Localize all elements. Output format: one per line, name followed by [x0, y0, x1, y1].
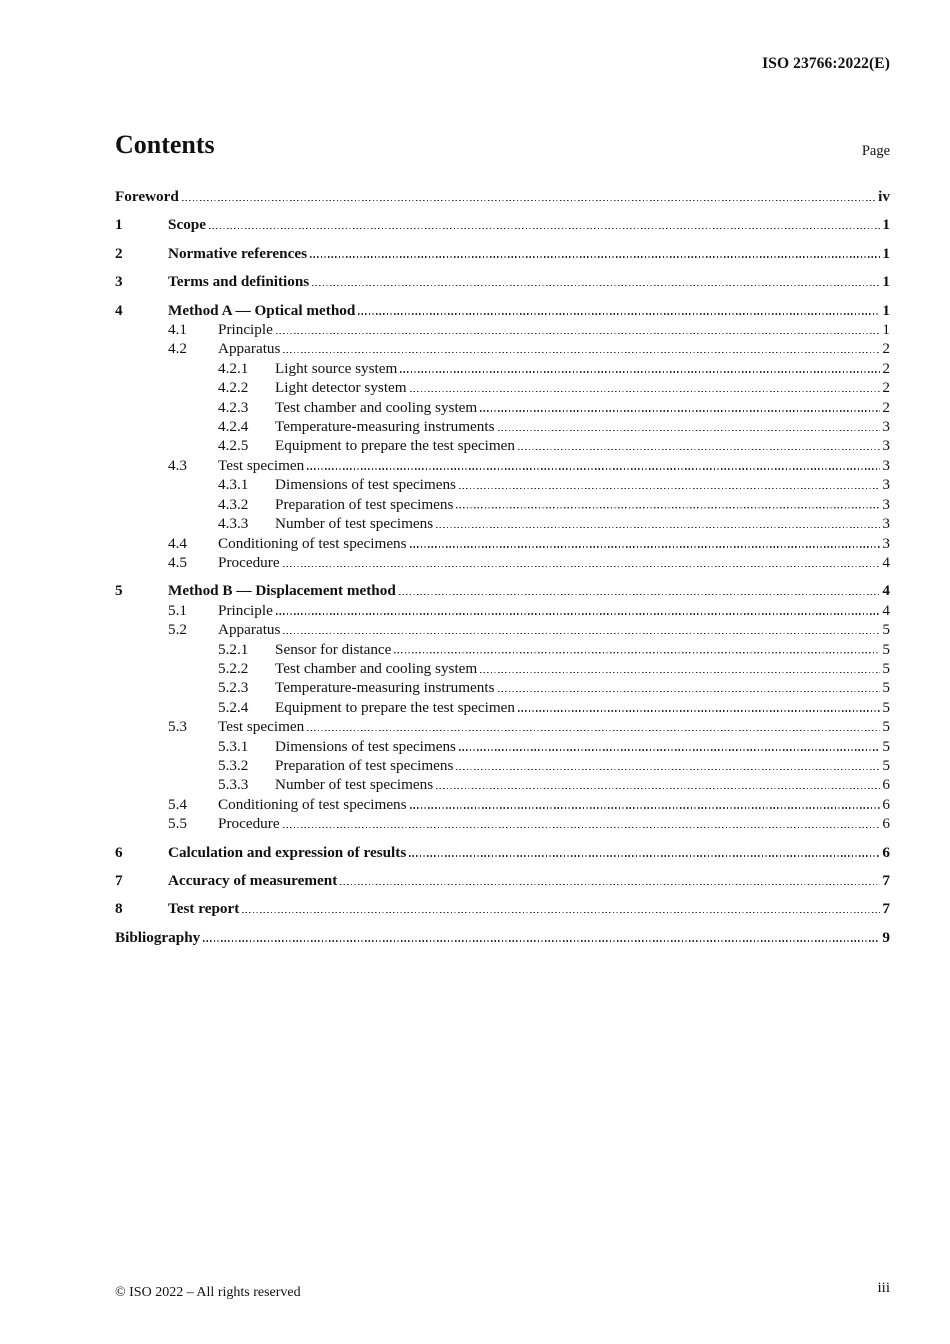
toc-entry-number: 4: [115, 301, 123, 319]
toc-entry-page: 3: [882, 534, 890, 552]
contents-heading: Contents: [115, 130, 215, 159]
toc-entry-page: 5: [882, 640, 890, 658]
toc-entry-number: 1: [115, 216, 123, 234]
toc-entry-label: Number of test specimens: [275, 776, 434, 794]
toc-entry-page: 5: [882, 698, 890, 716]
toc-entry-page: 5: [882, 679, 890, 697]
dotted-leader: [310, 256, 880, 257]
dotted-leader: [480, 672, 880, 673]
toc-entry-page: 4: [882, 582, 890, 600]
dotted-leader: [459, 749, 880, 750]
toc-entry-page: 5: [882, 621, 890, 639]
toc-entry: [115, 581, 890, 600]
toc-entry-label: Test specimen: [218, 718, 305, 736]
dotted-leader: [456, 769, 880, 770]
dotted-leader: [436, 788, 880, 789]
dotted-leader: [340, 884, 880, 885]
page-column-label: Page: [861, 143, 890, 159]
toc-entry-number: 4.1: [168, 321, 187, 339]
toc-entry-label: Test specimen: [218, 456, 305, 474]
toc-entry-number: 4.3.2: [218, 495, 249, 513]
dotted-leader: [307, 730, 880, 731]
toc-entry: [115, 475, 890, 494]
toc-entry-number: 5.3.1: [218, 737, 249, 755]
toc-entry: [115, 640, 890, 659]
toc-entry-number: 5.2.1: [218, 640, 249, 658]
dotted-leader: [283, 352, 880, 353]
toc-entry-page: 6: [882, 815, 890, 833]
toc-entry: [115, 814, 890, 833]
toc-entry-page: 1: [882, 244, 890, 262]
toc-entry-number: 3: [115, 273, 123, 291]
toc-entry-page: 7: [882, 900, 890, 918]
toc-entry-label: Calculation and expression of results: [168, 843, 407, 861]
toc-entry-label: Principle: [218, 321, 273, 339]
toc-entry-number: 5.2.3: [218, 679, 249, 697]
toc-entry-label: Temperature-measuring instruments: [275, 679, 495, 697]
toc-entry-number: 4.3: [168, 456, 187, 474]
toc-entry: [115, 320, 890, 339]
toc-entry-label: Temperature-measuring instruments: [275, 418, 495, 436]
toc-entry-number: 2: [115, 244, 123, 262]
dotted-leader: [480, 410, 880, 411]
toc-entry: [115, 756, 890, 775]
toc-entry-page: 5: [882, 737, 890, 755]
toc-entry-number: 4.2.5: [218, 437, 249, 455]
toc-entry-page: 6: [882, 843, 890, 861]
toc-entry-number: 4.2.2: [218, 379, 249, 397]
toc-entry-label: Apparatus: [218, 340, 281, 358]
toc-entry: [115, 301, 890, 320]
toc-entry-page: 3: [882, 437, 890, 455]
toc-entry-label: Apparatus: [218, 621, 281, 639]
toc-entry: [115, 737, 890, 756]
toc-entry-label: Preparation of test specimens: [275, 756, 454, 774]
toc-entry-label: Test chamber and cooling system: [275, 398, 478, 416]
folio-page-number: iii: [877, 1280, 890, 1296]
toc-entry-page: 1: [882, 216, 890, 234]
dotted-leader: [203, 940, 880, 941]
dotted-leader: [518, 449, 880, 450]
toc-entry-page: 3: [882, 476, 890, 494]
dotted-leader: [459, 488, 880, 489]
toc-entry-page: 5: [882, 718, 890, 736]
toc-entry-label: Principle: [218, 601, 273, 619]
toc-entry: [115, 775, 890, 794]
dotted-leader: [394, 652, 880, 653]
toc-entry: [115, 215, 890, 234]
toc-entry: [115, 717, 890, 736]
toc-entry-page: 4: [882, 601, 890, 619]
toc-entry: [115, 534, 890, 553]
toc-entry: [115, 339, 890, 358]
toc-entry-number: 4.4: [168, 534, 187, 552]
dotted-leader: [312, 285, 880, 286]
toc-entry-page: 2: [882, 340, 890, 358]
toc-entry-label: Conditioning of test specimens: [218, 534, 407, 552]
toc-entry-label: Normative references: [168, 244, 308, 262]
dotted-leader: [518, 710, 880, 711]
toc-entry-page: 3: [882, 418, 890, 436]
dotted-leader: [242, 912, 880, 913]
toc-entry-number: 7: [115, 872, 123, 889]
toc-entry-number: 5.5: [168, 815, 187, 833]
toc-entry-page: 7: [882, 872, 890, 889]
toc-entry: [115, 436, 890, 455]
toc-entry-label: Conditioning of test specimens: [218, 795, 407, 813]
toc-entry: [115, 659, 890, 678]
toc-entry-label: Scope: [168, 216, 206, 234]
dotted-leader: [283, 566, 881, 567]
toc-entry: [115, 514, 890, 533]
toc-entry-page: 6: [882, 776, 890, 794]
dotted-leader: [307, 468, 880, 469]
toc-entry: [115, 928, 890, 947]
dotted-leader: [409, 855, 880, 856]
toc-entry-number: 4.2: [168, 340, 187, 358]
toc-entry: [115, 378, 890, 397]
dotted-leader: [182, 200, 876, 201]
dotted-leader: [399, 594, 881, 595]
toc-entry: [115, 843, 890, 862]
toc-entry-label: Procedure: [218, 553, 280, 571]
toc-entry-label: Number of test specimens: [275, 515, 434, 533]
toc-entry: [115, 495, 890, 514]
toc-entry: [115, 795, 890, 814]
toc-entry-page: 2: [882, 379, 890, 397]
dotted-leader: [436, 527, 880, 528]
toc-entry-number: 4.2.3: [218, 398, 249, 416]
toc-entry-number: 5.3: [168, 718, 187, 736]
toc-entry-number: 4.3.3: [218, 515, 249, 533]
dotted-leader: [498, 430, 881, 431]
toc-entry: [115, 899, 890, 918]
toc-entry-page: 5: [882, 756, 890, 774]
toc-entry-label: Terms and definitions: [168, 273, 310, 291]
toc-entry-number: 4.5: [168, 553, 187, 571]
toc-entry-label: Accuracy of measurement: [168, 872, 338, 889]
toc-entry-label: Light detector system: [275, 379, 407, 397]
toc-entry-label: Test chamber and cooling system: [275, 659, 478, 677]
toc-entry-page: iv: [878, 188, 890, 205]
toc-entry-label: Method B — Displacement method: [168, 582, 396, 600]
dotted-leader: [498, 691, 881, 692]
toc-entry-page: 4: [882, 553, 890, 571]
toc-entry: [115, 678, 890, 697]
toc-entry-page: 1: [882, 301, 890, 319]
dotted-leader: [276, 333, 881, 334]
dotted-leader: [410, 391, 881, 392]
toc-entry-number: 4.3.1: [218, 476, 249, 494]
toc-entry-page: 2: [882, 359, 890, 377]
toc-entry-number: 5.1: [168, 601, 187, 619]
toc-entry-number: 5.3.2: [218, 756, 249, 774]
dotted-leader: [358, 313, 880, 314]
toc-entry-label: Preparation of test specimens: [275, 495, 454, 513]
toc-entry-number: 5: [115, 582, 123, 600]
toc-entry-label: Method A — Optical method: [168, 301, 356, 319]
toc-entry-label: Procedure: [218, 815, 280, 833]
toc-entry-number: 8: [115, 900, 123, 918]
toc-entry-page: 2: [882, 398, 890, 416]
toc-entry-page: 1: [882, 273, 890, 291]
toc-entry: [115, 187, 890, 206]
dotted-leader: [410, 546, 881, 547]
dotted-leader: [276, 613, 881, 614]
dotted-leader: [400, 371, 880, 372]
toc-entry-label: Sensor for distance: [275, 640, 392, 658]
dotted-leader: [283, 827, 881, 828]
toc-entry-label: Foreword: [115, 188, 179, 205]
toc-entry-label: Dimensions of test specimens: [275, 737, 456, 755]
toc-entry-page: 6: [882, 795, 890, 813]
toc-entry-number: 6: [115, 843, 123, 861]
toc-entry-number: 5.4: [168, 795, 187, 813]
toc-entry-number: 5.3.3: [218, 776, 249, 794]
toc-entry-page: 1: [882, 321, 890, 339]
toc-entry-label: Bibliography: [115, 928, 201, 946]
toc-entry: [115, 398, 890, 417]
toc-entry: [115, 620, 890, 639]
toc-entry-number: 4.2.1: [218, 359, 249, 377]
toc-entry-number: 4.2.4: [218, 418, 249, 436]
dotted-leader: [456, 507, 880, 508]
toc-entry: [115, 456, 890, 475]
toc-entry-page: 3: [882, 456, 890, 474]
toc-entry-page: 3: [882, 495, 890, 513]
toc-entry-number: 5.2.2: [218, 659, 249, 677]
toc-entry: [115, 244, 890, 263]
toc-entry: [115, 601, 890, 620]
toc-entry: [115, 871, 890, 890]
toc-entry-page: 3: [882, 515, 890, 533]
toc-entry-number: 5.2: [168, 621, 187, 639]
toc-entry: [115, 417, 890, 436]
toc-entry-page: 5: [882, 659, 890, 677]
toc-entry-label: Light source system: [275, 359, 398, 377]
toc-entry-label: Dimensions of test specimens: [275, 476, 456, 494]
dotted-leader: [283, 633, 880, 634]
dotted-leader: [209, 228, 880, 229]
toc-entry: [115, 553, 890, 572]
toc-entry: [115, 698, 890, 717]
toc-entry-label: Equipment to prepare the test specimen: [275, 698, 515, 716]
dotted-leader: [410, 807, 881, 808]
toc-entry: [115, 272, 890, 291]
toc-entry-number: 5.2.4: [218, 698, 249, 716]
copyright-notice: © ISO 2022 – All rights reserved: [115, 1285, 301, 1300]
toc-entry-label: Test report: [168, 900, 240, 918]
toc-entry-page: 9: [882, 928, 890, 946]
document-reference: ISO 23766:2022(E): [762, 55, 890, 72]
toc-entry-label: Equipment to prepare the test specimen: [275, 437, 515, 455]
toc-list: [115, 187, 890, 947]
toc-entry: [115, 359, 890, 378]
